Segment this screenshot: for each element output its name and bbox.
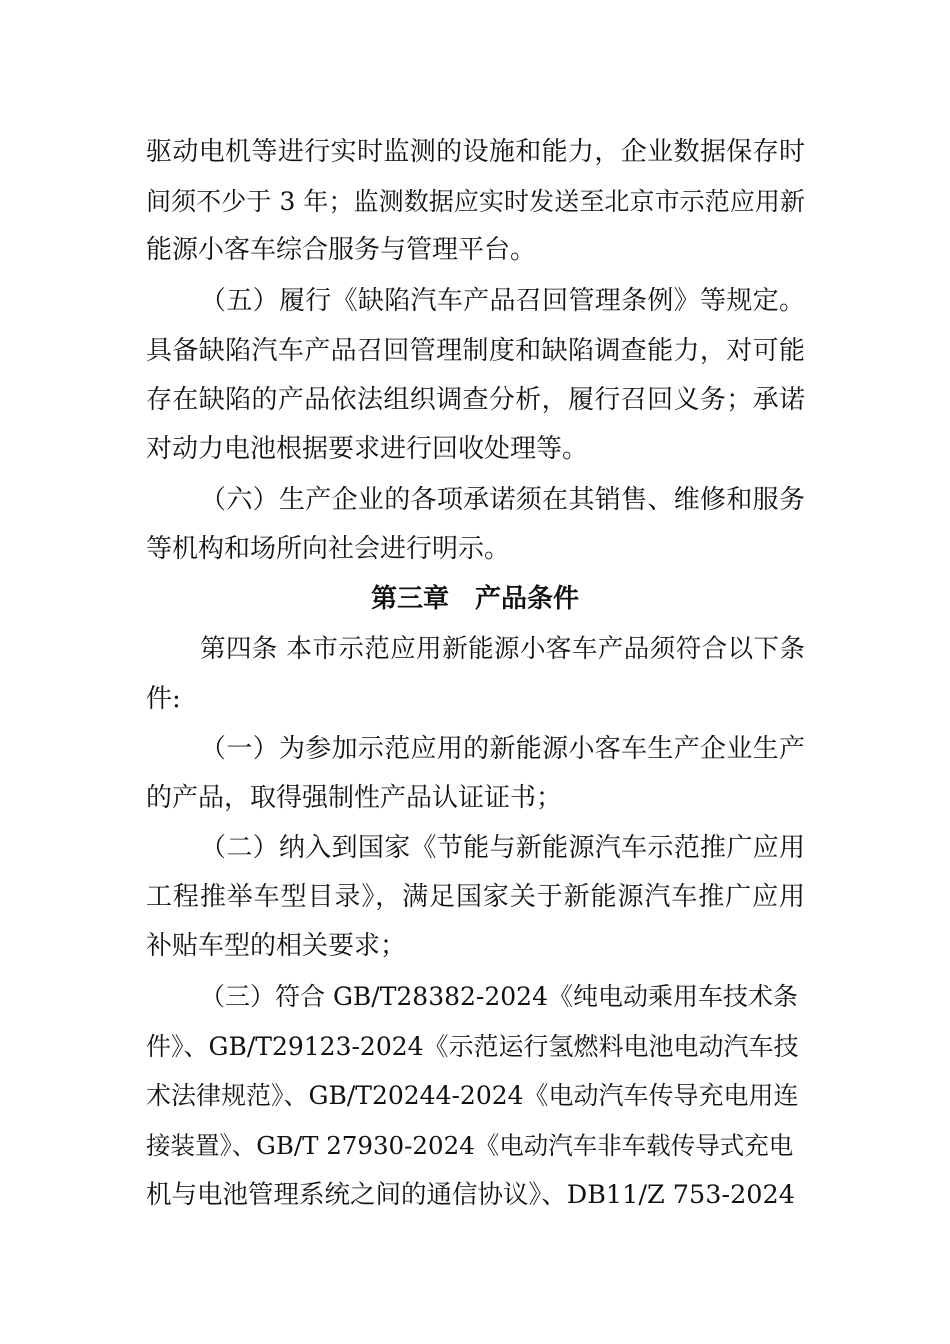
text-line-8: （六）生产企业的各项承诺须在其销售、维修和服务 <box>200 485 805 515</box>
text-line-12: （一）为参加示范应用的新能源小客车生产企业生产 <box>200 734 805 764</box>
text-line-11: 件: <box>146 684 181 714</box>
text-line-10: 第四条 本市示范应用新能源小客车产品须符合以下条 <box>200 634 805 664</box>
text-line-16: 补贴车型的相关要求； <box>146 931 407 961</box>
text-line-5: 具备缺陷汽车产品召回管理制度和缺陷调查能力，对可能 <box>146 336 805 366</box>
text-line-15: 工程推举车型目录》，满足国家关于新能源汽车推广应用 <box>146 882 805 912</box>
text-line-14: （二）纳入到国家《节能与新能源汽车示范推广应用 <box>200 833 805 863</box>
text-line-3: 能源小客车综合服务与管理平台。 <box>146 235 537 265</box>
text-line-4: （五）履行《缺陷汽车产品召回管理条例》等规定。 <box>200 286 805 316</box>
text-line-6: 存在缺陷的产品依法组织调查分析，履行召回义务；承诺 <box>146 385 805 415</box>
text-line-18: 件》、GB/T29123-2024《示范运行氢燃料电池电动汽车技 <box>146 1032 799 1061</box>
text-line-2: 间须不少于 3 年；监测数据应实时发送至北京市示范应用新 <box>146 187 805 216</box>
text-line-19: 术法律规范》、GB/T20244-2024《电动汽车传导充电用连 <box>146 1081 799 1110</box>
text-line-1: 驱动电机等进行实时监测的设施和能力，企业数据保存时 <box>146 137 805 167</box>
text-line-20: 接装置》、GB/T 27930-2024《电动汽车非车载传导式充电 <box>146 1131 794 1160</box>
text-line-9: 等机构和场所向社会进行明示。 <box>146 534 511 564</box>
chapter-heading: 第三章 产品条件 <box>370 584 579 614</box>
text-line-7: 对动力电池根据要求进行回收处理等。 <box>146 434 589 464</box>
text-line-21: 机与电池管理系统之间的通信协议》、DB11/Z 753-2024 <box>146 1180 795 1210</box>
text-line-13: 的产品，取得强制性产品认证证书； <box>146 783 563 813</box>
text-line-17: （三）符合 GB/T28382-2024《纯电动乘用车技术条 <box>200 982 798 1011</box>
